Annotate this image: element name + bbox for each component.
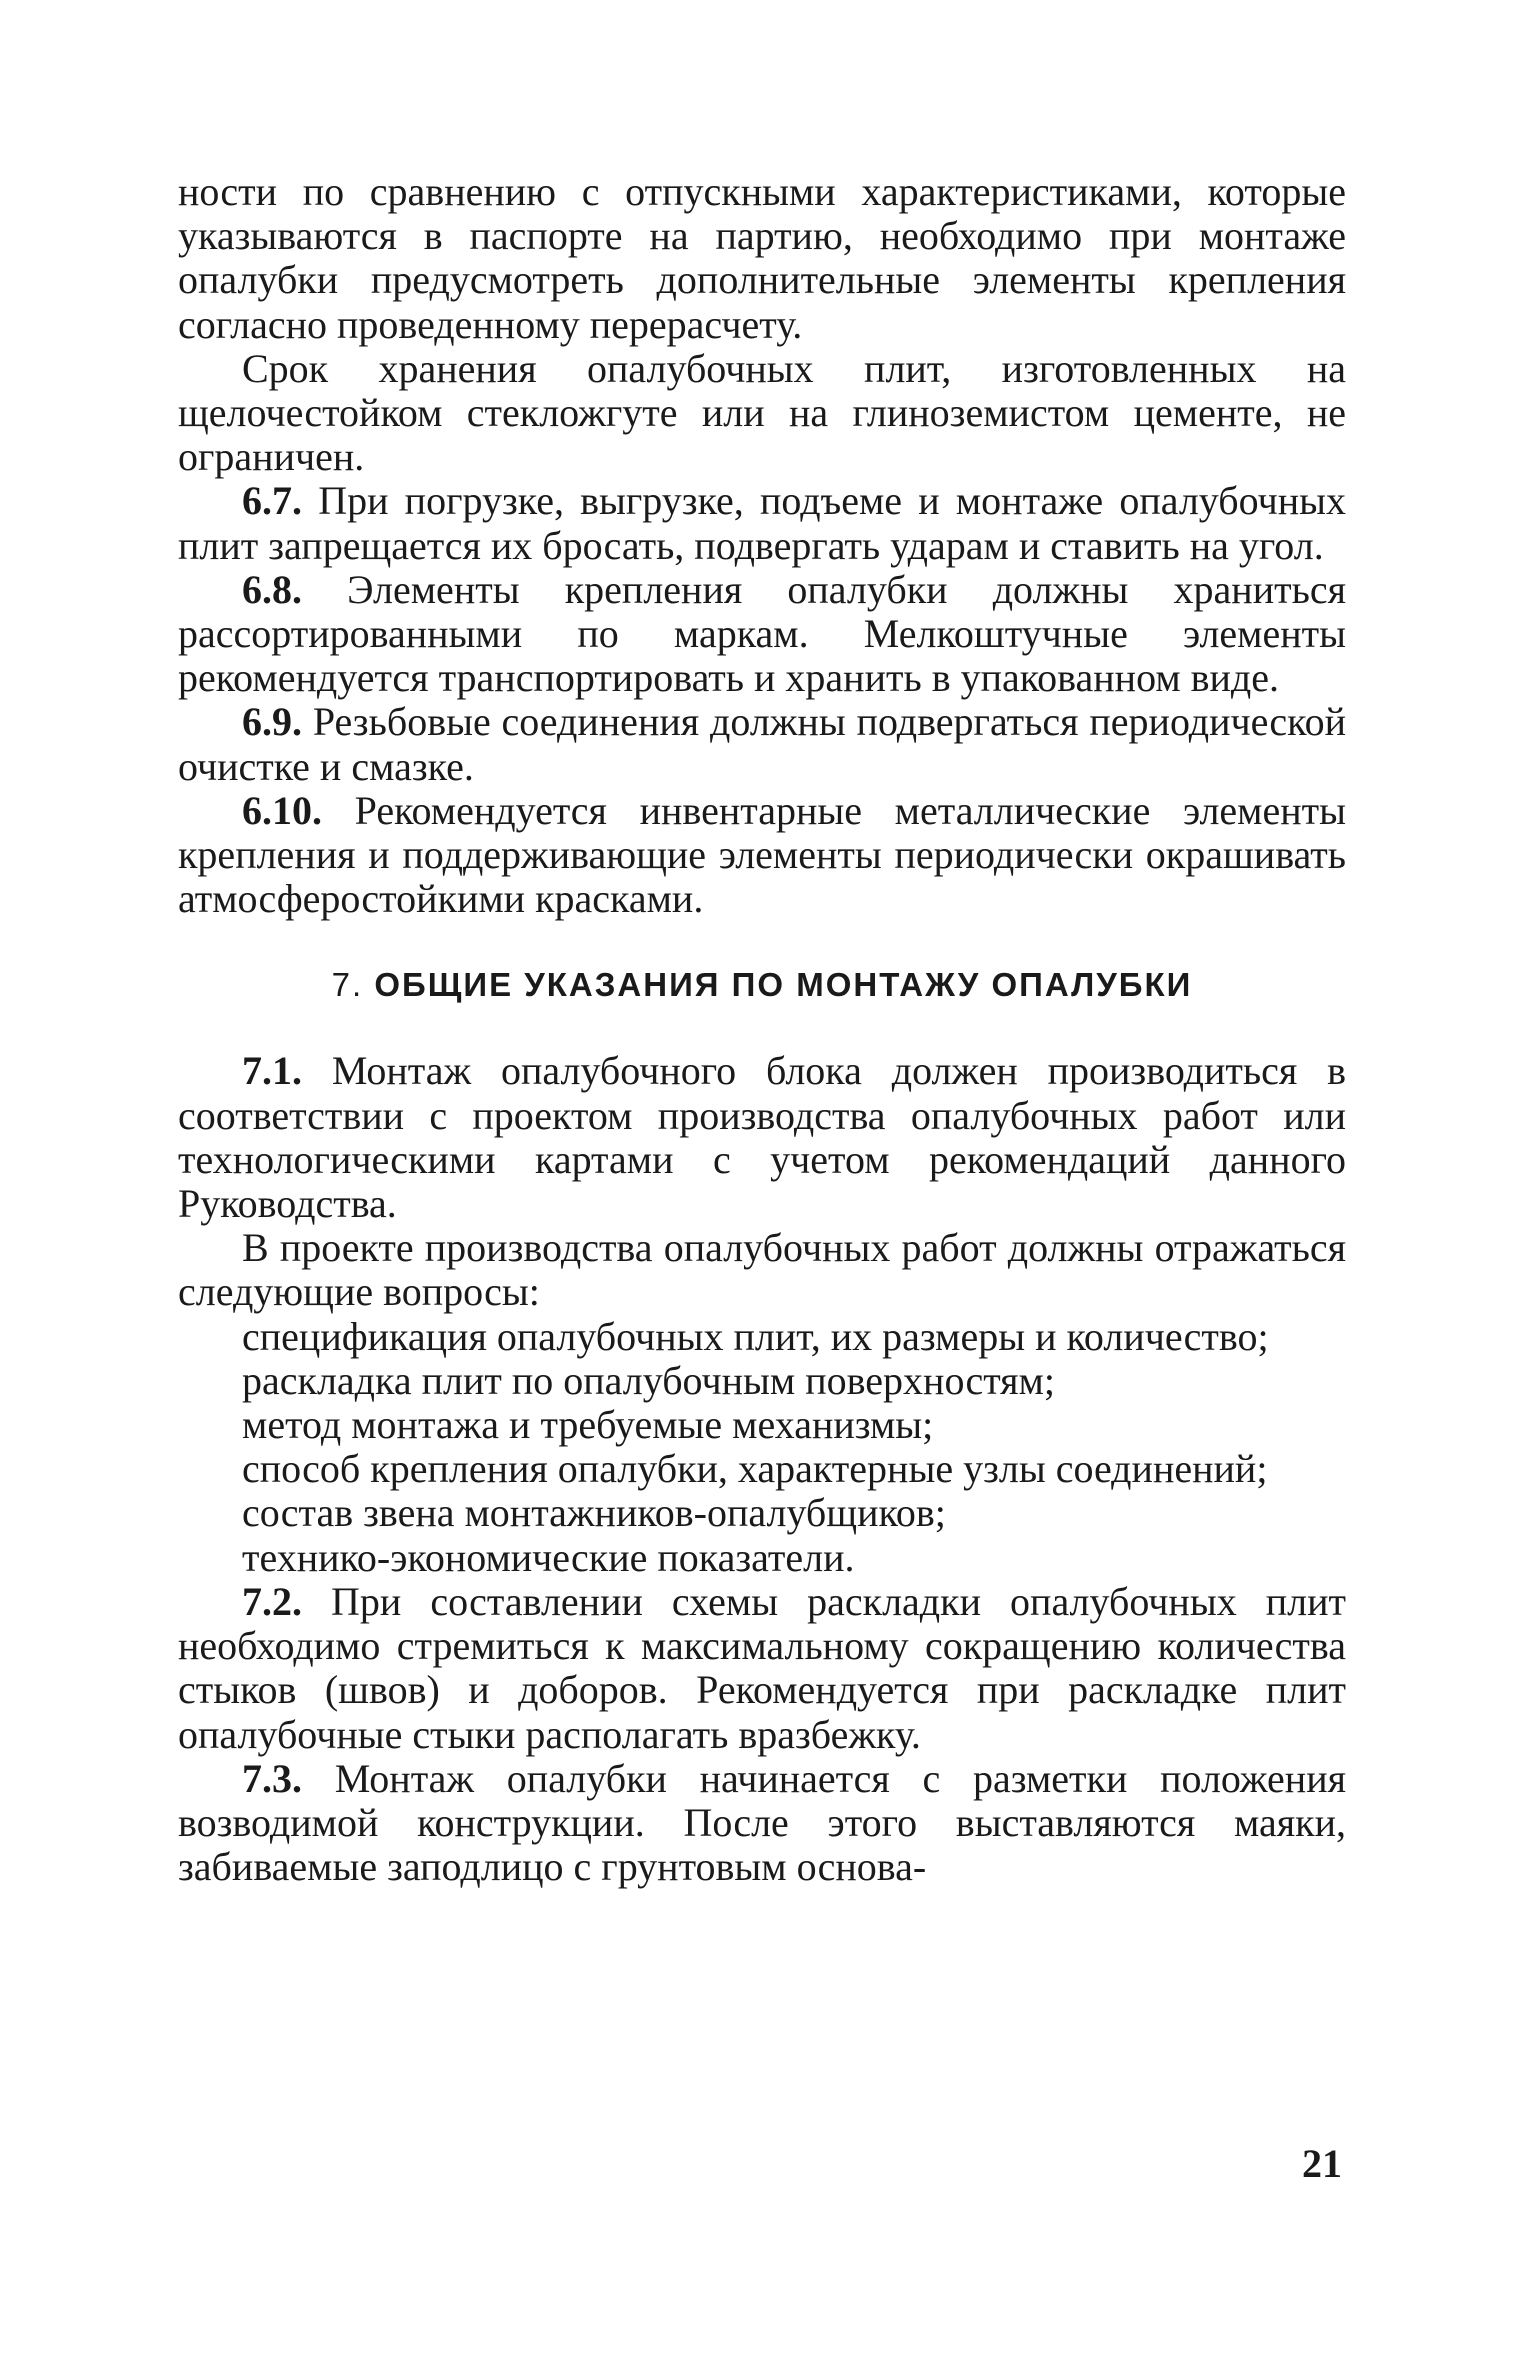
section-title: ОБЩИЕ УКАЗАНИЯ ПО МОНТАЖУ ОПАЛУБКИ bbox=[374, 966, 1193, 1004]
list-item-text: метод монтажа и требуемые механизмы; bbox=[242, 1402, 934, 1448]
page-body bbox=[178, 170, 1346, 1889]
clause-number: 6.9. bbox=[242, 699, 302, 745]
clause-text: Резьбовые соединения должны подвергаться периодической очистке и смазке. bbox=[178, 699, 1346, 789]
clause-7-2 bbox=[178, 1580, 1346, 1757]
list-item-layout bbox=[178, 1359, 1346, 1403]
list-item-text: технико-экономические показатели. bbox=[242, 1534, 855, 1580]
paragraph-continuation bbox=[178, 170, 1346, 347]
paragraph-storage-term bbox=[178, 347, 1346, 480]
paragraph-text: Срок хранения опалубочных плит, изготовленных на щелочестойком стекложгуте или на глиноземистом цементе, не ограничен. bbox=[178, 345, 1346, 480]
list-item-specification bbox=[178, 1315, 1346, 1359]
list-item-text: состав звена монтажников-опалубщиков; bbox=[242, 1490, 946, 1536]
list-item-crew bbox=[178, 1491, 1346, 1535]
clause-number: 6.7. bbox=[242, 478, 302, 524]
list-item-text: раскладка плит по опалубочным поверхностям; bbox=[242, 1357, 1055, 1403]
clause-text: При составлении схемы раскладки опалубочных плит необходимо стремиться к максимальному сокращению количества стыков (швов) и доборов. Рекомендуется при раскладке плит опалубочные стыки располагать вразбежку. bbox=[178, 1578, 1346, 1757]
clause-7-1 bbox=[178, 1049, 1346, 1226]
list-item-text: способ крепления опалубки, характерные узлы соединений; bbox=[242, 1446, 1268, 1492]
paragraph-text: ности по сравнению с отпускными характеристиками, которые указываются в паспорте на партию, необходимо при монтаже опалубки предусмотреть дополнительные элементы крепления согласно проведенному перерасчету. bbox=[178, 169, 1346, 347]
list-item-text: спецификация опалубочных плит, их размеры и количество; bbox=[242, 1313, 1269, 1359]
clause-6-9 bbox=[178, 700, 1346, 788]
section-number: 7. bbox=[331, 966, 364, 1004]
clause-text: Монтаж опалубочного блока должен производиться в соответствии с проектом производства опалубочных работ или технологическими картами с учетом рекомендаций данного Руководства. bbox=[178, 1048, 1346, 1227]
clause-text: Рекомендуется инвентарные металлические элементы крепления и поддерживающие элементы периодически окрашивать атмосферостойкими красками. bbox=[178, 787, 1346, 922]
clause-7-3 bbox=[178, 1757, 1346, 1890]
page-number: 21 bbox=[1302, 2141, 1342, 2186]
list-item-indicators bbox=[178, 1536, 1346, 1580]
clause-6-7 bbox=[178, 479, 1346, 567]
paragraph-text: В проекте производства опалубочных работ должны отражаться следующие вопросы: bbox=[178, 1225, 1346, 1315]
clause-text: Элементы крепления опалубки должны храниться рассортированными по маркам. Мелкоштучные элементы рекомендуется транспортировать и хранить в упакованном виде. bbox=[178, 566, 1346, 701]
clause-text: При погрузке, выгрузке, подъеме и монтаже опалубочных плит запрещается их бросать, подвергать ударам и ставить на угол. bbox=[178, 478, 1346, 568]
clause-number: 7.3. bbox=[242, 1755, 302, 1801]
section-heading-7 bbox=[178, 963, 1346, 1007]
clause-number: 6.8. bbox=[242, 566, 302, 612]
clause-number: 7.2. bbox=[242, 1578, 302, 1624]
list-item-method bbox=[178, 1403, 1346, 1447]
paragraph-project-questions bbox=[178, 1226, 1346, 1314]
clause-6-10 bbox=[178, 789, 1346, 922]
clause-number: 7.1. bbox=[242, 1048, 302, 1094]
clause-text: Монтаж опалубки начинается с разметки положения возводимой конструкции. После этого выставляются маяки, забиваемые заподлицо с грунтовым основа- bbox=[178, 1755, 1346, 1890]
list-item-fastening bbox=[178, 1447, 1346, 1491]
clause-number: 6.10. bbox=[242, 787, 322, 833]
clause-6-8 bbox=[178, 568, 1346, 701]
